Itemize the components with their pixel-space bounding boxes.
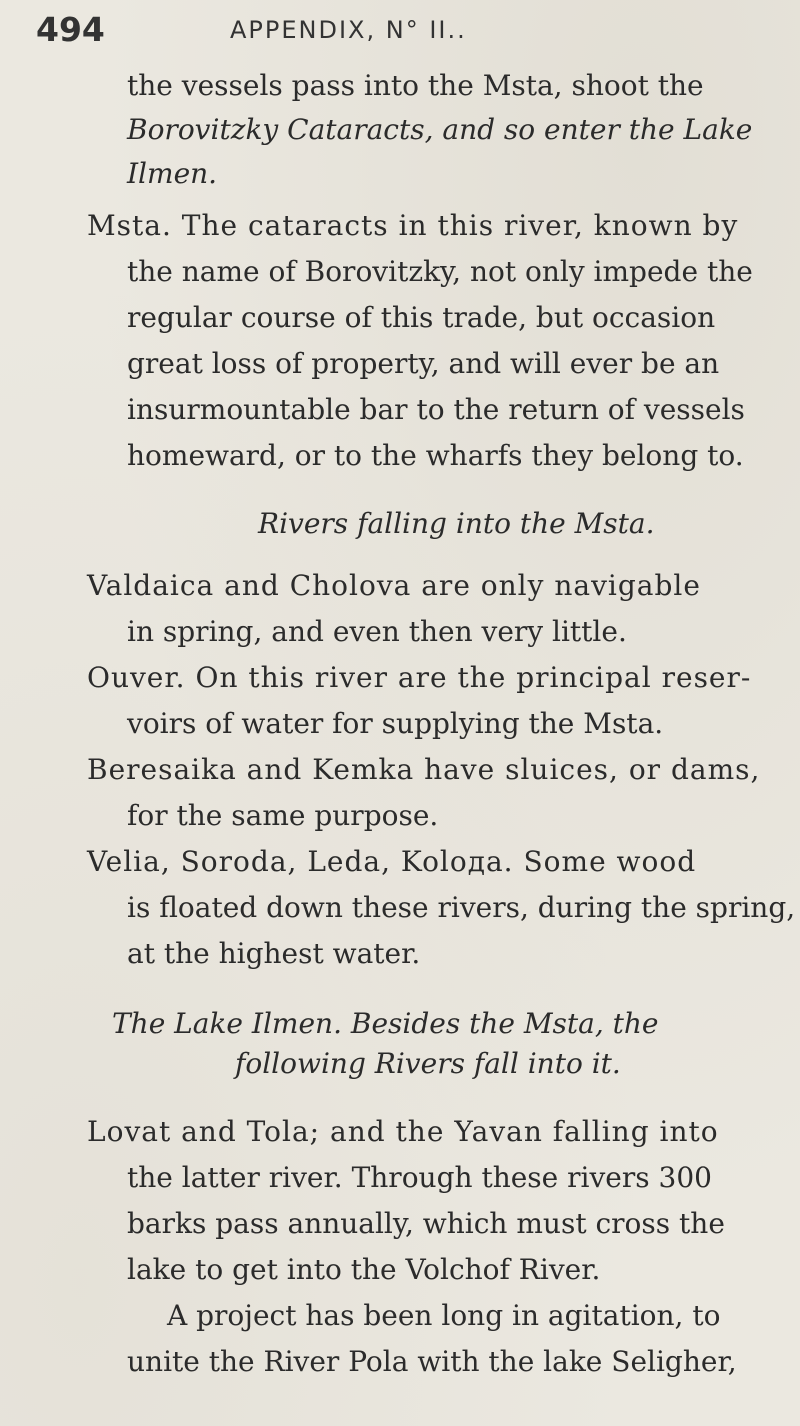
text-line: unite the River Pola with the lake Seligher, — [127, 1345, 737, 1378]
text-line: Msta. The cataracts in this river, known by — [87, 209, 739, 242]
text-line: for the same purpose. — [127, 799, 439, 832]
text-line: regular course of this trade, but occasion — [127, 301, 716, 334]
running-head: APPENDIX, N° II.. — [230, 16, 467, 44]
section-heading: following Rivers fall into it. — [235, 1047, 621, 1080]
text-line: great loss of property, and will ever be an — [127, 347, 720, 380]
text-line: insurmountable bar to the return of vessels — [127, 393, 745, 426]
text-line: Ilmen. — [127, 157, 218, 190]
text-line: barks pass annually, which must cross the — [127, 1207, 725, 1240]
text-line: Velia, Soroda, Leda, Kolода. Some wood — [87, 845, 697, 878]
text-line: voirs of water for supplying the Msta. — [127, 707, 664, 740]
text-line: in spring, and even then very little. — [127, 615, 627, 648]
text-line: the name of Borovitzky, not only impede the — [127, 255, 753, 288]
text-line: at the highest water. — [127, 937, 421, 970]
text-line: homeward, or to the wharfs they belong to. — [127, 439, 744, 472]
section-heading: The Lake Ilmen. Besides the Msta, the — [112, 1007, 659, 1040]
text-line: A project has been long in agitation, to — [167, 1299, 721, 1332]
text-line: Lovat and Tola; and the Yavan falling into — [87, 1115, 719, 1148]
page-header — [36, 10, 776, 54]
text-line: the latter river. Through these rivers 300 — [127, 1161, 712, 1194]
text-line: Ouver. On this river are the principal reser- — [87, 661, 752, 694]
text-line: is floated down these rivers, during the spring, — [127, 891, 796, 924]
text-line: Beresaika and Kemka have sluices, or dams, — [87, 753, 761, 786]
page-number: 494 — [36, 10, 105, 49]
text-line: Valdaica and Cholova are only navigable — [87, 569, 701, 602]
text-line: Borovitzky Cataracts, and so enter the Lake — [127, 113, 753, 146]
text-line: the vessels pass into the Msta, shoot the — [127, 69, 704, 102]
section-heading: Rivers falling into the Msta. — [258, 507, 655, 540]
text-line: lake to get into the Volchof River. — [127, 1253, 601, 1286]
